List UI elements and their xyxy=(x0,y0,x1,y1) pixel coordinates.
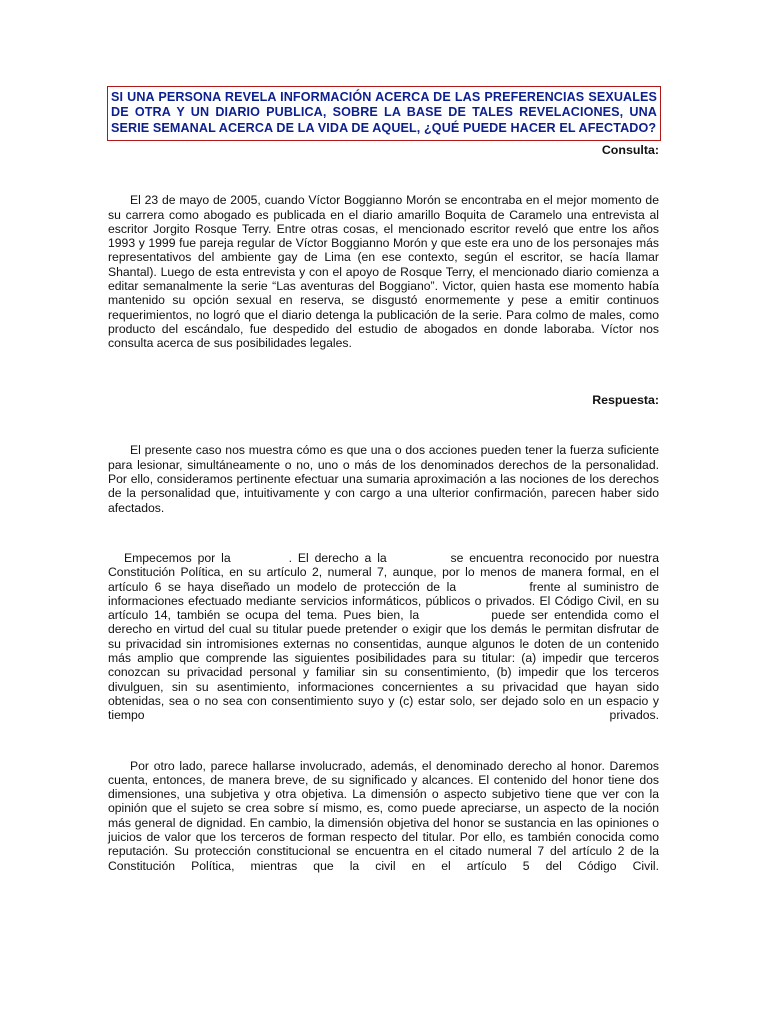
document-title: SI UNA PERSONA REVELA INFORMACIÓN ACERCA DE LAS PREFERENCIAS SEXUALES DE OTRA Y UN DIARIO PUBLICA, SOBRE LA BASE DE TALES REVELACIONES, UNA SERIE SEMANAL ACERCA DE LA VIDA DE AQUEL, ¿QUÉ PUEDE HACER EL AFECTADO? xyxy=(111,90,657,135)
honor-text: Por otro lado, parece hallarse involucrado, además, el denominado derecho al honor. Daremos cuenta, entonces, de manera breve, de su significado y alcances. El contenido del honor tiene dos dimensiones, una subjetiva y otra objetiva. La dimensión o aspecto subjetivo tiene que ver con la opinión que el sujeto se crea sobre sí mismo, es, como puede apreciarse, un aspecto de la noción más general de dignidad. En cambio, la dimensión objetiva del honor se sustancia en las opiniones o juicios de valor que los terceros de forman respecto del titular. Por ello, es también conocida como reputación. Su protección constitucional se encuentra en el citado numeral 7 del artículo 2 de la Constitución Política, mientras que la civil en el artículo 5 del Código Civil. xyxy=(108,758,659,873)
privacidad-part2: . El derecho a la xyxy=(288,550,387,565)
privacidad-part1: Empecemos por la xyxy=(124,550,231,565)
document-page xyxy=(108,86,659,873)
consulta-text: El 23 de mayo de 2005, cuando Víctor Boggianno Morón se encontraba en el mejor momento de su carrera como abogado es publicada en el diario amarillo Boquita de Caramelo una entrevista al escritor Jorgito Rosque Terry. Entre otras cosas, el mencionado escritor reveló que entre los años 1993 y 1999 fue pareja regular de Víctor Boggianno Morón y que este era uno de los personajes más representativos del ambiente gay de Lima (en ese contexto, según el escritor, se hacía llamar Shantal). Luego de esta entrevista y con el apoyo de Rosque Terry, el mencionado diario comienza a editar semanalmente la serie “Las aventuras del Boggiano”. Victor, quien hasta ese momento había mantenido su opción sexual en reserva, se disgustó enormemente y pese a emitir continuos requerimientos, no logró que el diario detenga la publicación de la serie. Para colmo de males, como producto del escándalo, fue despedido del estudio de abogados en donde laboraba. Víctor nos consulta acerca de sus posibilidades legales. xyxy=(108,193,659,351)
respuesta-intro-paragraph xyxy=(108,443,659,514)
consulta-paragraph xyxy=(108,193,659,350)
respuesta-heading: Respuesta: xyxy=(592,393,659,408)
title-box xyxy=(107,86,661,141)
privacidad-part3: se encuentra reconocido por nuestra Constitución Política, en su artículo 2, numeral 7, aunque, por lo menos de manera formal, en el artículo 6 se haya diseñado un modelo de protección de la xyxy=(108,550,660,594)
privacidad-part5: puede ser entendida como el derecho en virtud del cual su titular puede pretender o exigir que los demás le permitan disfrutar de su privacidad sin intromisiones externas no consentidas, aunque algunos le doten de un contenido más amplio que comprende las siguientes posibilidades para su titular: (a) impedir que terceros conozcan su privacidad personal y familiar sin su consentimiento, (b) impedir que los terceros divulguen, sin su asentimiento, informaciones concernientes a su privacidad que hayan sido obtenidas, sea o no sea con consentimiento suyo y (c) estar solo, ser dejado solo en un espacio y tiempo privados. xyxy=(108,608,659,723)
respuesta-intro-text: El presente caso nos muestra cómo es que una o dos acciones pueden tener la fuerza suficiente para lesionar, simultáneamente o no, uno o más de los denominados derechos de la personalidad. Por ello, consideramos pertinente efectuar una sumaria aproximación a las nociones de los derechos de la personalidad que, intuitivamente y con cargo a una ulterior confirmación, parecen haber sido afectados. xyxy=(108,443,659,515)
privacidad-paragraph xyxy=(108,551,659,723)
consulta-heading: Consulta: xyxy=(601,143,659,158)
privacidad-part4: frente al suministro de informaciones efectuado mediante servicios informáticos, públicos o privados. El Código Civil, en su artículo 14, también se ocupa del tema. Pues bien, la xyxy=(108,579,659,623)
honor-paragraph xyxy=(108,759,659,873)
